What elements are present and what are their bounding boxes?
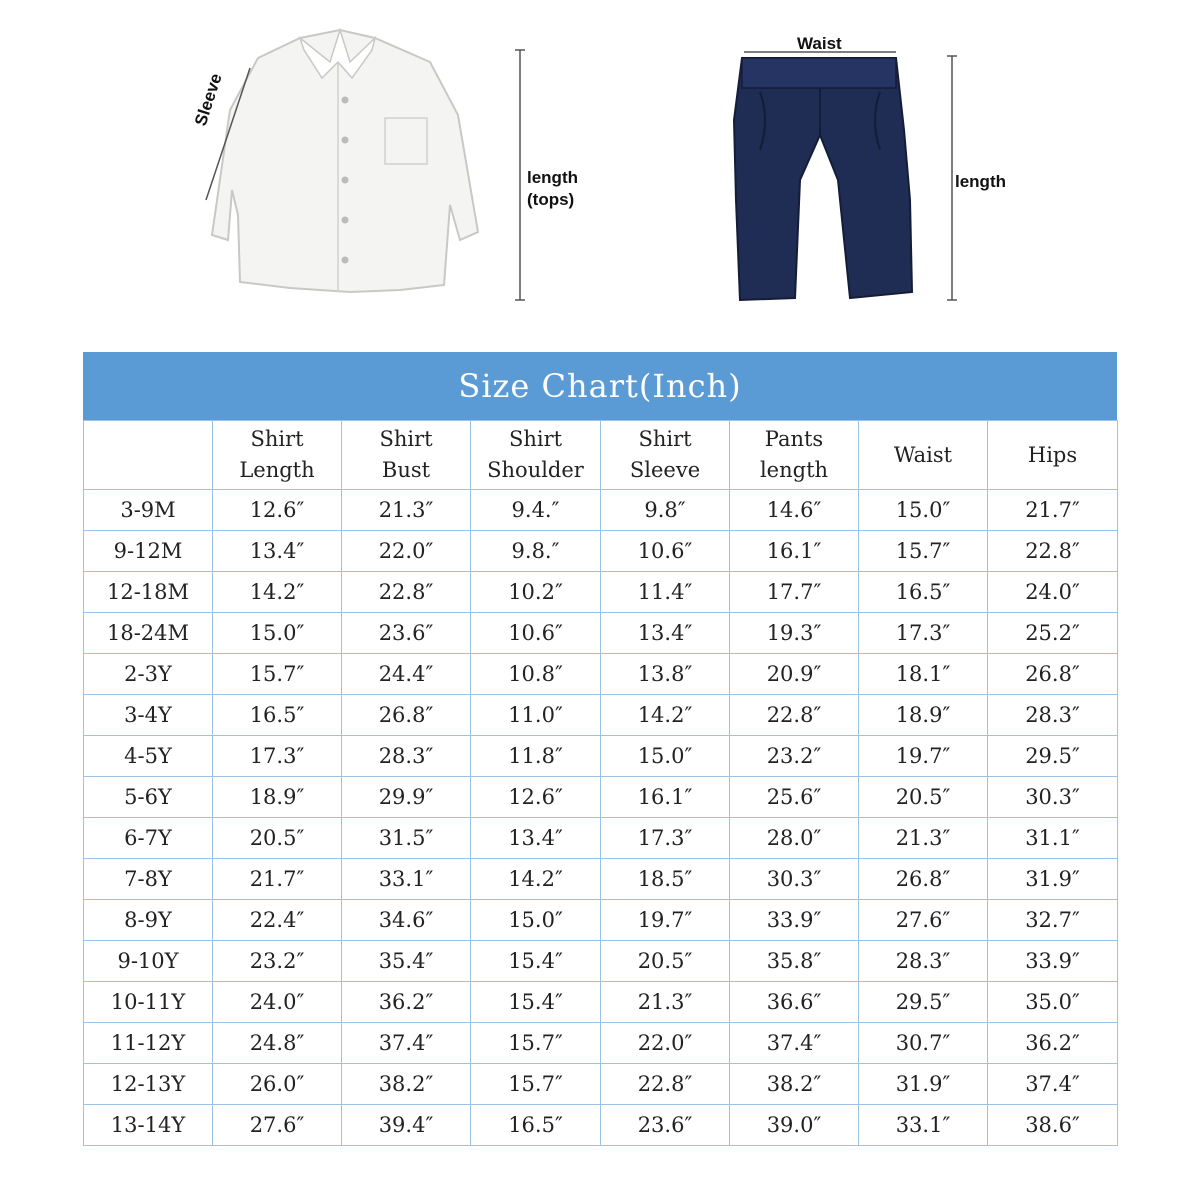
- measurement-cell: 13.4″: [471, 818, 601, 859]
- measurement-cell: 17.3″: [859, 613, 988, 654]
- column-header: [84, 421, 213, 490]
- measurement-cell: 17.7″: [730, 572, 859, 613]
- measurement-cell: 31.5″: [342, 818, 471, 859]
- measurement-cell: 22.8″: [601, 1064, 730, 1105]
- measurement-cell: 18.9″: [213, 777, 342, 818]
- measurement-cell: 26.0″: [213, 1064, 342, 1105]
- column-header: [730, 421, 859, 490]
- measurement-cell: 18.5″: [601, 859, 730, 900]
- measurement-cell: 21.3″: [601, 982, 730, 1023]
- column-header: [859, 421, 988, 490]
- measurement-cell: 11.4″: [601, 572, 730, 613]
- measurement-cell: 24.0″: [988, 572, 1118, 613]
- measurement-cell: 9.8.″: [471, 531, 601, 572]
- table-row: [84, 859, 1118, 900]
- measurement-cell: 30.7″: [859, 1023, 988, 1064]
- measurement-cell: 38.6″: [988, 1105, 1118, 1146]
- measurement-cell: 23.6″: [342, 613, 471, 654]
- measurement-cell: 19.7″: [859, 736, 988, 777]
- measurement-cell: 16.5″: [859, 572, 988, 613]
- table-row: [84, 654, 1118, 695]
- column-header-line: Shirt: [638, 427, 692, 451]
- column-header-line: Sleeve: [629, 458, 701, 482]
- waist-label: Waist: [797, 34, 842, 53]
- measurement-cell: 33.1″: [342, 859, 471, 900]
- measurement-cell: 22.0″: [342, 531, 471, 572]
- size-label-cell: 6-7Y: [84, 818, 213, 859]
- measurement-cell: 39.4″: [342, 1105, 471, 1146]
- measurement-cell: 29.9″: [342, 777, 471, 818]
- size-label-cell: 9-12M: [84, 531, 213, 572]
- measurement-cell: 24.4″: [342, 654, 471, 695]
- measurement-cell: 15.7″: [471, 1023, 601, 1064]
- measurement-cell: 28.0″: [730, 818, 859, 859]
- size-label-cell: 8-9Y: [84, 900, 213, 941]
- column-header: [213, 421, 342, 490]
- size-label-cell: 5-6Y: [84, 777, 213, 818]
- table-row: [84, 1023, 1118, 1064]
- size-table-body: [84, 490, 1118, 1146]
- measurement-cell: 22.8″: [988, 531, 1118, 572]
- measurement-cell: 21.7″: [213, 859, 342, 900]
- table-row: [84, 1105, 1118, 1146]
- measurement-cell: 31.1″: [988, 818, 1118, 859]
- measurement-cell: 23.2″: [730, 736, 859, 777]
- table-row: [84, 736, 1118, 777]
- measurement-cell: 32.7″: [988, 900, 1118, 941]
- measurement-cell: 16.1″: [601, 777, 730, 818]
- measurement-cell: 31.9″: [859, 1064, 988, 1105]
- measurement-cell: 35.0″: [988, 982, 1118, 1023]
- measurement-cell: 27.6″: [213, 1105, 342, 1146]
- measurement-cell: 15.7″: [213, 654, 342, 695]
- measurement-cell: 18.1″: [859, 654, 988, 695]
- measurement-cell: 15.0″: [471, 900, 601, 941]
- measurement-cell: 21.3″: [859, 818, 988, 859]
- measurement-cell: 33.1″: [859, 1105, 988, 1146]
- measurement-cell: 19.3″: [730, 613, 859, 654]
- measurement-cell: 17.3″: [601, 818, 730, 859]
- measurement-cell: 29.5″: [988, 736, 1118, 777]
- size-chart-title: Size Chart(Inch): [83, 352, 1117, 420]
- measurement-cell: 30.3″: [730, 859, 859, 900]
- pants-length-label: length: [955, 172, 1006, 191]
- table-row: [84, 777, 1118, 818]
- measurement-cell: 11.8″: [471, 736, 601, 777]
- measurement-cell: 23.6″: [601, 1105, 730, 1146]
- column-header-line: Length: [239, 458, 315, 482]
- measurement-cell: 12.6″: [471, 777, 601, 818]
- measurement-cell: 10.8″: [471, 654, 601, 695]
- measurement-cell: 14.6″: [730, 490, 859, 531]
- measurement-cell: 20.9″: [730, 654, 859, 695]
- measurement-cell: 11.0″: [471, 695, 601, 736]
- header-row: [84, 421, 1118, 490]
- measurement-cell: 16.5″: [471, 1105, 601, 1146]
- table-row: [84, 531, 1118, 572]
- column-header-line: Shirt: [508, 427, 563, 451]
- table-row: [84, 941, 1118, 982]
- table-row: [84, 900, 1118, 941]
- measurement-cell: 22.8″: [730, 695, 859, 736]
- size-chart: [83, 352, 1117, 1148]
- measurement-cell: 13.4″: [213, 531, 342, 572]
- column-header: [601, 421, 730, 490]
- measurement-cell: 13.4″: [601, 613, 730, 654]
- measurement-cell: 22.0″: [601, 1023, 730, 1064]
- measurement-cell: 20.5″: [601, 941, 730, 982]
- measurement-cell: 15.7″: [471, 1064, 601, 1105]
- measurement-cell: 9.8″: [601, 490, 730, 531]
- measurement-cell: 10.6″: [471, 613, 601, 654]
- measurement-cell: 31.9″: [988, 859, 1118, 900]
- size-label-cell: 12-18M: [84, 572, 213, 613]
- product-illustrations: [0, 0, 1200, 340]
- table-row: [84, 695, 1118, 736]
- size-label-cell: 9-10Y: [84, 941, 213, 982]
- measurement-cell: 21.7″: [988, 490, 1118, 531]
- measurement-cell: 27.6″: [859, 900, 988, 941]
- measurement-cell: 35.4″: [342, 941, 471, 982]
- measurement-cell: 25.2″: [988, 613, 1118, 654]
- measurement-cell: 14.2″: [213, 572, 342, 613]
- table-row: [84, 982, 1118, 1023]
- measurement-cell: 33.9″: [988, 941, 1118, 982]
- column-header: [471, 421, 601, 490]
- measurement-cell: 26.8″: [342, 695, 471, 736]
- measurement-cell: 37.4″: [730, 1023, 859, 1064]
- measurement-cell: 15.4″: [471, 982, 601, 1023]
- sleeve-label: Sleeve: [190, 71, 226, 129]
- measurement-cell: 24.0″: [213, 982, 342, 1023]
- size-label-cell: 11-12Y: [84, 1023, 213, 1064]
- size-label-cell: 3-4Y: [84, 695, 213, 736]
- measurement-cell: 37.4″: [988, 1064, 1118, 1105]
- measurement-cell: 26.8″: [859, 859, 988, 900]
- measurement-cell: 15.0″: [213, 613, 342, 654]
- measurement-cell: 26.8″: [988, 654, 1118, 695]
- size-label-cell: 13-14Y: [84, 1105, 213, 1146]
- measurement-cell: 39.0″: [730, 1105, 859, 1146]
- column-header-line: Pants: [764, 427, 824, 451]
- measurement-cell: 10.2″: [471, 572, 601, 613]
- measurement-cell: 36.2″: [342, 982, 471, 1023]
- measurement-cell: 21.3″: [342, 490, 471, 531]
- measurement-cell: 14.2″: [471, 859, 601, 900]
- measurement-cell: 34.6″: [342, 900, 471, 941]
- column-header-line: length: [759, 458, 829, 482]
- column-header: [342, 421, 471, 490]
- measurement-cell: 22.4″: [213, 900, 342, 941]
- size-label-cell: 18-24M: [84, 613, 213, 654]
- measurement-cell: 38.2″: [730, 1064, 859, 1105]
- size-label-cell: 12-13Y: [84, 1064, 213, 1105]
- column-header-line: Hips: [1027, 442, 1078, 467]
- measurement-cell: 13.8″: [601, 654, 730, 695]
- measurement-cell: 24.8″: [213, 1023, 342, 1064]
- measurement-cell: 16.5″: [213, 695, 342, 736]
- measurement-cell: 28.3″: [342, 736, 471, 777]
- measurement-cell: 10.6″: [601, 531, 730, 572]
- table-row: [84, 613, 1118, 654]
- measurement-cell: 29.5″: [859, 982, 988, 1023]
- pants-illustration: [734, 58, 912, 300]
- measurement-cell: 25.6″: [730, 777, 859, 818]
- measurement-cell: 28.3″: [859, 941, 988, 982]
- column-header-line: Waist: [893, 442, 953, 467]
- measurement-cell: 23.2″: [213, 941, 342, 982]
- column-header-line: Bust: [381, 458, 431, 482]
- measurement-cell: 30.3″: [988, 777, 1118, 818]
- measurement-cell: 28.3″: [988, 695, 1118, 736]
- measurement-cell: 36.2″: [988, 1023, 1118, 1064]
- measurement-cell: 38.2″: [342, 1064, 471, 1105]
- table-row: [84, 1064, 1118, 1105]
- garment-drawings: [0, 0, 1200, 340]
- measurement-cell: 18.9″: [859, 695, 988, 736]
- shirt-length-sub-label: (tops): [527, 190, 575, 209]
- measurement-cell: 17.3″: [213, 736, 342, 777]
- measurement-cell: 19.7″: [601, 900, 730, 941]
- shirt-length-label: length: [527, 168, 578, 187]
- table-row: [84, 572, 1118, 613]
- measurement-cell: 33.9″: [730, 900, 859, 941]
- column-header-line: Shirt: [250, 427, 304, 451]
- size-label-cell: 2-3Y: [84, 654, 213, 695]
- measurement-cell: 36.6″: [730, 982, 859, 1023]
- measurement-cell: 14.2″: [601, 695, 730, 736]
- measurement-cell: 9.4.″: [471, 490, 601, 531]
- measurement-cell: 20.5″: [213, 818, 342, 859]
- measurement-cell: 15.7″: [859, 531, 988, 572]
- shirt-illustration: [212, 30, 478, 292]
- measurement-cell: 15.0″: [601, 736, 730, 777]
- size-label-cell: 4-5Y: [84, 736, 213, 777]
- size-label-cell: 7-8Y: [84, 859, 213, 900]
- measurement-cell: 20.5″: [859, 777, 988, 818]
- measurement-cell: 15.4″: [471, 941, 601, 982]
- table-row: [84, 818, 1118, 859]
- column-header-line: Shirt: [379, 427, 433, 451]
- column-header-line: Shoulder: [487, 458, 584, 482]
- measurement-cell: 16.1″: [730, 531, 859, 572]
- measurement-cell: 37.4″: [342, 1023, 471, 1064]
- size-label-cell: 3-9M: [84, 490, 213, 531]
- size-table-header: [84, 421, 1118, 490]
- measurement-cell: 22.8″: [342, 572, 471, 613]
- size-label-cell: 10-11Y: [84, 982, 213, 1023]
- measurement-cell: 12.6″: [213, 490, 342, 531]
- measurement-cell: 15.0″: [859, 490, 988, 531]
- measurement-cell: 35.8″: [730, 941, 859, 982]
- size-table: [83, 420, 1118, 1146]
- table-row: [84, 490, 1118, 531]
- column-header: [988, 421, 1118, 490]
